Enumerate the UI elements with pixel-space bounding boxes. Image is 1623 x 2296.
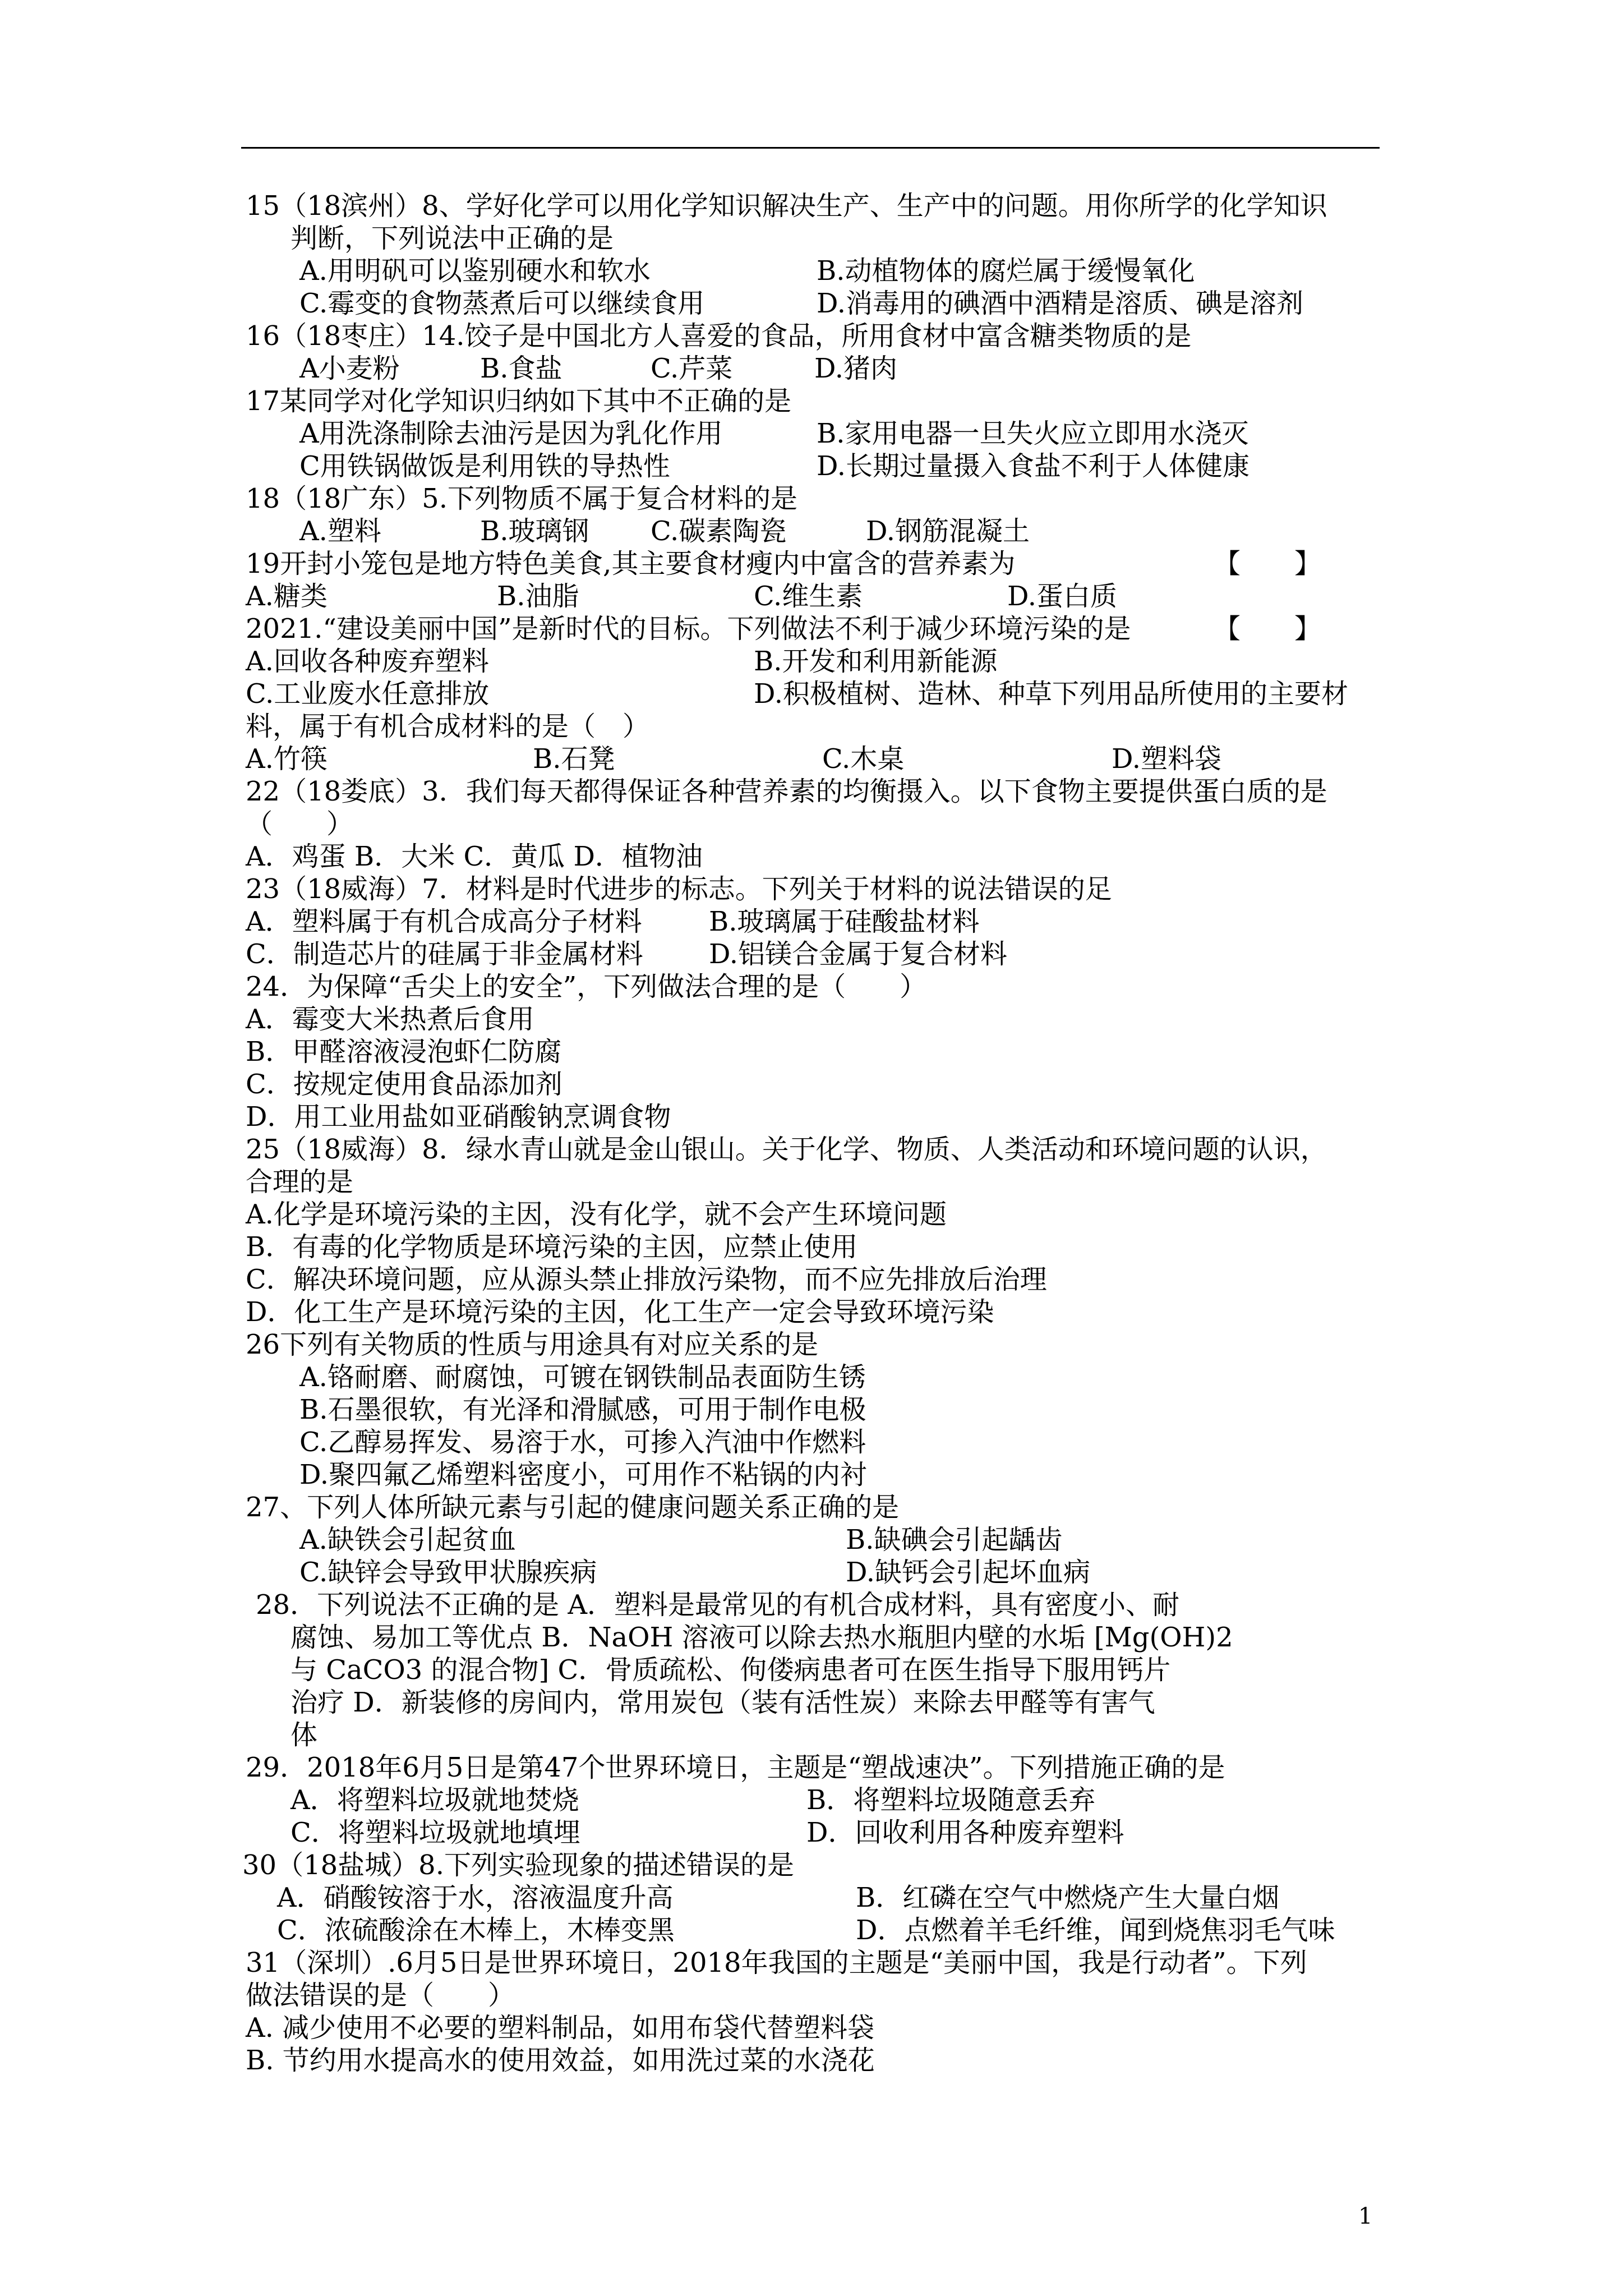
question-text: 料，属于有机合成材料的是（ ）	[246, 711, 650, 742]
question-text: 腐蚀、易加工等优点 B．NaOH 溶液可以除去热水瓶胆内壁的水垢 [Mg(OH)2	[291, 1622, 1233, 1653]
question-24: 24．为保障“舌尖上的安全”，下列做法合理的是（ ）	[246, 971, 927, 1002]
option-row	[246, 1914, 1390, 1947]
option: B.家用电器一旦失火应立即用水浇灭	[817, 418, 1249, 449]
answer-bracket: 做法错误的是（ ）	[246, 1980, 515, 2011]
question-text: 19开封小笼包是地方特色美食,其主要食材瘦内中富含的营养素为	[246, 548, 1016, 579]
option: B．将塑料垃圾随意丢弃	[806, 1784, 1096, 1816]
option: B.玻璃钢	[480, 516, 589, 547]
header-rule	[241, 147, 1380, 149]
option: C．浓硫酸涂在木棒上，木棒变黑	[277, 1915, 675, 1946]
option: B.玻璃属于硅酸盐材料	[709, 906, 980, 937]
option: B.开发和利用新能源	[754, 646, 998, 677]
option-row	[246, 905, 1390, 938]
question-27: 27、下列人体所缺元素与引起的健康问题关系正确的是	[246, 1492, 900, 1523]
question-list	[242, 190, 1390, 2077]
option-row	[246, 1524, 1390, 1556]
option: D.长期过量摄入食盐不利于人体健康	[817, 450, 1250, 482]
option-row	[246, 1784, 1390, 1816]
option: A.用明矾可以鉴别硬水和软水	[299, 255, 651, 287]
option: B.食盐	[480, 353, 562, 384]
option: B．红磷在空气中燃烧产生大量白烟	[856, 1882, 1280, 1913]
option: C.霉变的食物蒸煮后可以继续食用	[299, 288, 705, 319]
option: D.蛋白质	[1007, 581, 1118, 612]
answer-bracket: （ ）	[246, 808, 354, 840]
option: B．甲醛溶液浸泡虾仁防腐	[246, 1036, 562, 1068]
option-row	[246, 352, 1390, 385]
option: D．回收利用各种废弃塑料	[806, 1817, 1124, 1848]
option: A.塑料	[299, 516, 381, 547]
option: C．制造芯片的硅属于非金属材料	[246, 938, 643, 970]
option: C.维生素	[754, 581, 863, 612]
option: D.塑料袋	[1112, 743, 1222, 775]
question-30: 30（18盐城）8.下列实验现象的描述错误的是	[242, 1849, 794, 1881]
question-20-21	[246, 613, 1390, 645]
option: B.石墨很软，有光泽和滑腻感，可用于制作电极	[299, 1394, 866, 1425]
option: A. 减少使用不必要的塑料制品，如用布袋代替塑料袋	[246, 2012, 875, 2044]
option: A小麦粉	[299, 353, 400, 384]
option: A用洗涤制除去油污是因为乳化作用	[299, 418, 723, 449]
question-text: 合理的是	[246, 1166, 354, 1198]
option: C.乙醇易挥发、易溶于水，可掺入汽油中作燃料	[299, 1427, 866, 1458]
option: D．化工生产是环境污染的主因，化工生产一定会导致环境污染	[246, 1296, 994, 1328]
question-28: 28．下列说法不正确的是 A．塑料是最常见的有机合成材料，具有密度小、耐	[256, 1589, 1180, 1621]
option: A．硝酸铵溶于水，溶液温度升高	[277, 1882, 674, 1913]
page-number: 1	[1358, 2203, 1373, 2229]
option: B.动植物体的腐烂属于缓慢氧化	[817, 255, 1195, 287]
option: C．将塑料垃圾就地填埋	[291, 1817, 580, 1848]
question-text: 体	[291, 1719, 318, 1751]
option: D.铝镁合金属于复合材料	[709, 938, 1008, 970]
answer-bracket: 【 】	[1214, 613, 1322, 645]
option: D．点燃着羊毛纤维，闻到烧焦羽毛气味	[856, 1915, 1335, 1946]
question-text: 治疗 D．新装修的房间内，常用炭包（装有活性炭）来除去甲醛等有害气	[291, 1687, 1155, 1718]
option: D.钢筋混凝土	[866, 516, 1030, 547]
option: B.油脂	[497, 581, 579, 612]
option: C.芹菜	[651, 353, 733, 384]
option-row	[246, 678, 1390, 710]
option: B.石凳	[533, 743, 615, 775]
option-row	[246, 743, 1390, 775]
option: C．解决环境问题，应从源头禁止排放污染物，而不应先排放后治理	[246, 1264, 1047, 1295]
option-row	[246, 515, 1390, 547]
option: A.缺铁会引起贫血	[299, 1524, 516, 1556]
option: B．有毒的化学物质是环境污染的主因，应禁止使用	[246, 1231, 858, 1263]
option-row	[246, 1881, 1390, 1914]
option: C．按规定使用食品添加剂	[246, 1069, 562, 1100]
question-text: 2021.“建设美丽中国”是新时代的目标。下列做法不利于减少环境污染的是	[246, 613, 1131, 645]
question-15: 15（18滨州）8、学好化学可以用化学知识解决生产、生产中的问题。用你所学的化学知识	[246, 190, 1327, 222]
option: A.化学是环境污染的主因，没有化学，就不会产生环境问题	[246, 1199, 947, 1230]
option-row: A．鸡蛋 B．大米 C．黄瓜 D．植物油	[246, 841, 703, 872]
option: A.铬耐磨、耐腐蚀，可镀在钢铁制品表面防生锈	[299, 1361, 866, 1393]
option: D．用工业用盐如亚硝酸钠烹调食物	[246, 1101, 671, 1133]
answer-bracket: 【 】	[1214, 548, 1322, 579]
option-row	[246, 417, 1390, 450]
question-18: 18（18广东）5.下列物质不属于复合材料的是	[246, 483, 797, 514]
option: D.缺钙会引起坏血病	[846, 1557, 1091, 1588]
question-17: 17某同学对化学知识归纳如下其中不正确的是	[246, 385, 792, 417]
question-31: 31（深圳）.6月5日是世界环境日，2018年我国的主题是“美丽中国，我是行动者”。下列	[246, 1947, 1307, 1978]
option: A.竹筷	[246, 743, 328, 775]
option: D.消毒用的碘酒中酒精是溶质、碘是溶剂	[817, 288, 1304, 319]
question-23: 23（18威海）7．材料是时代进步的标志。下列关于材料的说法错误的足	[246, 873, 1112, 905]
option-row	[246, 1816, 1390, 1849]
option: C用铁锅做饭是利用铁的导热性	[299, 450, 670, 482]
option: B. 节约用水提高水的使用效益，如用洗过菜的水浇花	[246, 2045, 875, 2076]
question-29: 29．2018年6月5日是第47个世界环境日，主题是“塑战速决”。下列措施正确的是	[246, 1752, 1225, 1783]
question-16: 16（18枣庄）14.饺子是中国北方人喜爱的食品，所用食材中富含糖类物质的是	[246, 320, 1192, 352]
question-26: 26下列有关物质的性质与用途具有对应关系的是	[246, 1329, 819, 1360]
option-row	[246, 255, 1390, 287]
option: C.木桌	[822, 743, 905, 775]
option: B.缺碘会引起龋齿	[846, 1524, 1063, 1556]
option: A．将塑料垃圾就地焚烧	[291, 1784, 579, 1816]
option: A．霉变大米热煮后食用	[246, 1004, 534, 1035]
option: C.缺锌会导致甲状腺疾病	[299, 1557, 597, 1588]
option: D.猪肉	[814, 353, 898, 384]
option-row	[246, 287, 1390, 320]
option: C.碳素陶瓷	[651, 516, 787, 547]
option: C.工业废水任意排放	[246, 678, 490, 710]
question-19	[246, 547, 1390, 580]
question-text: 判断，下列说法中正确的是	[291, 223, 614, 254]
question-25: 25（18威海）8．绿水青山就是金山银山。关于化学、物质、人类活动和环境问题的认识，	[246, 1134, 1327, 1165]
question-22: 22（18娄底）3．我们每天都得保证各种营养素的均衡摄入。以下食物主要提供蛋白质的是	[246, 776, 1327, 807]
option-row	[246, 1556, 1390, 1589]
option-row	[246, 645, 1390, 678]
option-row	[246, 580, 1390, 613]
option: A.回收各种废弃塑料	[246, 646, 489, 677]
option: D.积极植树、造林、种草下列用品所使用的主要材	[754, 678, 1349, 710]
option-row	[246, 938, 1390, 970]
option: D.聚四氟乙烯塑料密度小，可用作不粘锅的内衬	[299, 1459, 868, 1490]
question-text: 与 CaCO3 的混合物] C．骨质疏松、佝偻病患者可在医生指导下服用钙片	[291, 1654, 1171, 1686]
option-row	[246, 450, 1390, 482]
option: A．塑料属于有机合成高分子材料	[246, 906, 642, 937]
option: A.糖类	[246, 581, 328, 612]
